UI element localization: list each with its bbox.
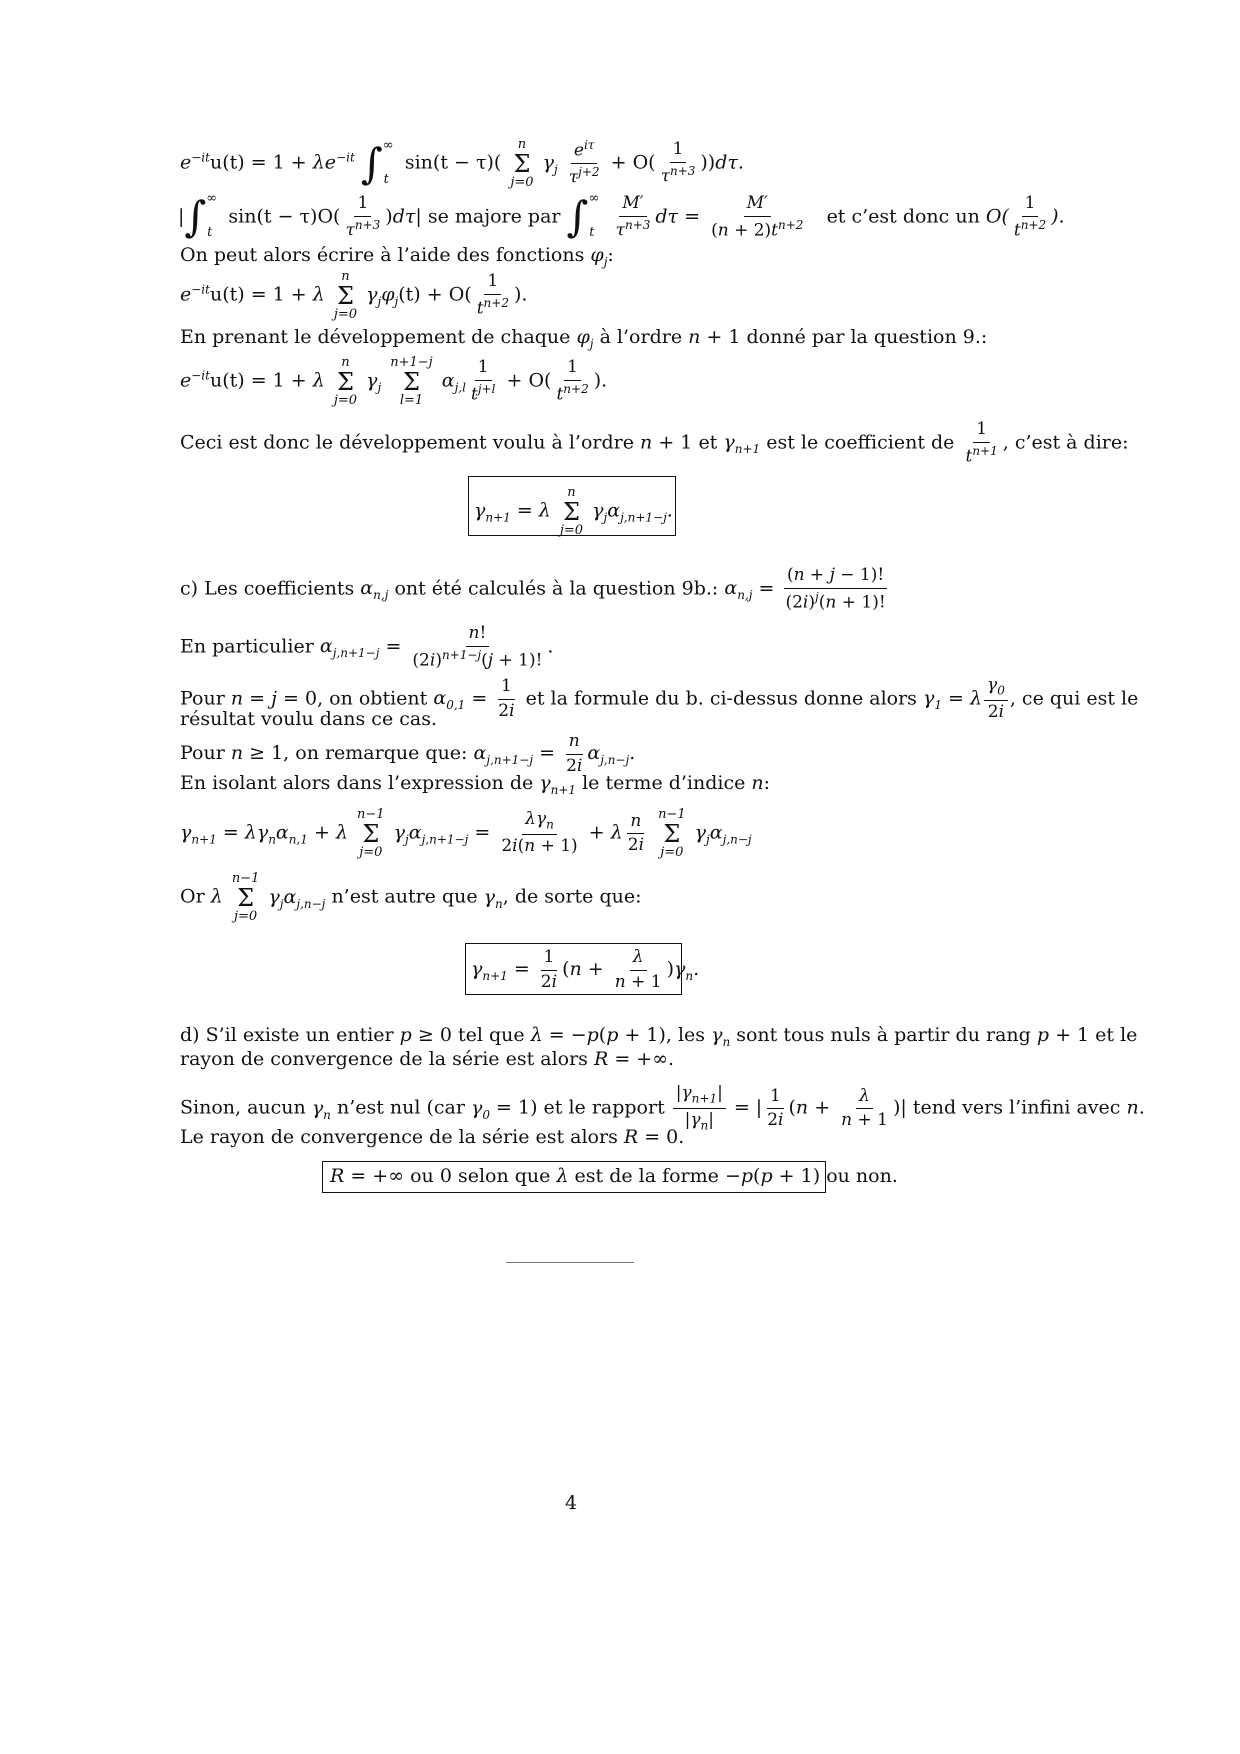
text-c-coefficients: c) Les coefficients $\alpha_{n,j}$ ont été calculés à la question 9b.: $\alpha_{n,j}$ = $\frac{(n + j - 1)!}{(2i)^j(n + 1)!}$ <box>180 565 886 613</box>
text-sinon: Sinon, aucun $\gamma_n$ n’est nul (car $\gamma_0 = 1$) et le rapport $\frac{|\gamma_{n+1}|}{|\gamma_n|}$ = | $\frac{1}{2i}$ (n + $\frac{\lambda}{n + 1}$ )| tend vers l’infini avec n. <box>180 1083 1145 1133</box>
text-d-sil: d) S’il existe un entier p ≥ 0 tel que λ = −p(p + 1), les $\gamma_n$ sont tous nuls à partir du rang p + 1 et le <box>180 1024 1138 1049</box>
text-on-peut: On peut alors écrire à l’aide des fonctions $\varphi_j$: <box>180 244 614 269</box>
text-ceci-est: Ceci est donc le développement voulu à l’ordre n + 1 et $\gamma_{n+1}$ est le coefficient de $\frac{1}{t^{n+1}}$ , c’est à dire: <box>180 419 1129 467</box>
equation-gamma-recurrence: $\gamma_{n+1} = \lambda$ n Σ j=0 $\gamma_j\alpha_{j,n+1-j}$. <box>474 485 673 538</box>
equation-gamma-formula: $\gamma_{n+1}$ = $\frac{1}{2i}$ (n + $\frac{\lambda}{n + 1}$ )$\gamma_n$. <box>471 947 700 992</box>
equation-double-sum: $e^{-it}u(t) = 1 + \lambda$ n Σ j=0 $\gamma_j$ n+1−j Σ l=1 $\alpha_{j,l}$ $\frac{1}{t^{j+l}}$ + O( $\frac{1}{t^{n+2}}$ ). <box>180 355 608 408</box>
text-se-majore: se majore par <box>427 205 561 228</box>
equation-bound: $|\int^\infty_t$ sin(t − τ)O( $\frac{1}{\tau^{n+3}}$ )dτ| se majore par $\int^\infty_t$ $\frac{M'}{\tau^{n+3}}$ dτ = $\frac{M'}{(n + 2)t^{n+2}}$ et c’est donc un O( $\frac{1}{t^{n+2}}$ ). <box>178 191 1065 242</box>
equation-phi-expansion: $e^{-it}u(t) = 1 + \lambda$ n Σ j=0 $\gamma_j\varphi_j(t) + O$( $\frac{1}{t^{n+2}}$ ). <box>180 269 528 322</box>
text-en-prenant: En prenant le développement de chaque $\varphi_j$ à l’ordre n + 1 donné par la question 9.: <box>180 326 988 351</box>
page-number: 4 <box>565 1492 578 1514</box>
text-resultat-voulu: résultat voulu dans ce cas. <box>180 708 437 730</box>
text-pour-n-j-0: Pour n = j = 0, on obtient $\alpha_{0,1}$ = $\frac{1}{2i}$ et la formule du b. ci-dessus donne alors $\gamma_1 = \lambda$ $\frac{\gamma_0}{2i}$ , ce qui est le <box>180 675 1139 723</box>
text-et-cest: et c’est donc un <box>826 205 980 228</box>
text-final-result: R = +∞ ou 0 selon que λ est de la forme −p(p + 1) ou non. <box>330 1165 898 1187</box>
text-en-isolant: En isolant alors dans l’expression de $\gamma_{n+1}$ le terme d’indice n: <box>180 772 771 797</box>
equation-e-it-u-integral: $e^{-it}u(t) = 1 + \lambda e^{-it}$ $\int^\infty_t$ sin(t − τ)( n Σ j=0 $\gamma_j$ $\frac{e^{i\tau}}{\tau^{j+2}}$ + O( $\frac{1}{\tau^{n+3}}$ ))dτ. <box>180 137 744 190</box>
text-en-particulier: En particulier $\alpha_{j,n+1-j}$ = $\frac{n!}{(2i)^{n+1-j}(j + 1)!}$ . <box>180 623 554 671</box>
text-le-rayon: Le rayon de convergence de la série est alors R = 0. <box>180 1126 685 1148</box>
equation-isolation: $\gamma_{n+1} = \lambda\gamma_n\alpha_{n,1} + \lambda$ n−1 Σ j=0 $\gamma_j\alpha_{j,n+1-j}$ = $\frac{\lambda\gamma_n}{2i(n + 1)}$ + λ $\frac{n}{2i}$ n−1 Σ j=0 $\gamma_j\alpha_{j,n-j}$ <box>180 807 752 860</box>
text-rayon-conv: rayon de convergence de la série est alors R = +∞. <box>180 1048 675 1070</box>
end-rule <box>506 1262 634 1263</box>
text-pour-n-ge-1: Pour n ≥ 1, on remarque que: $\alpha_{j,n+1-j}$ = $\frac{n}{2i}$ $\alpha_{j,n-j}$. <box>180 731 636 776</box>
text-or: Or λ n−1 Σ j=0 $\gamma_j\alpha_{j,n-j}$ n’est autre que $\gamma_n$, de sorte que: <box>180 871 642 924</box>
